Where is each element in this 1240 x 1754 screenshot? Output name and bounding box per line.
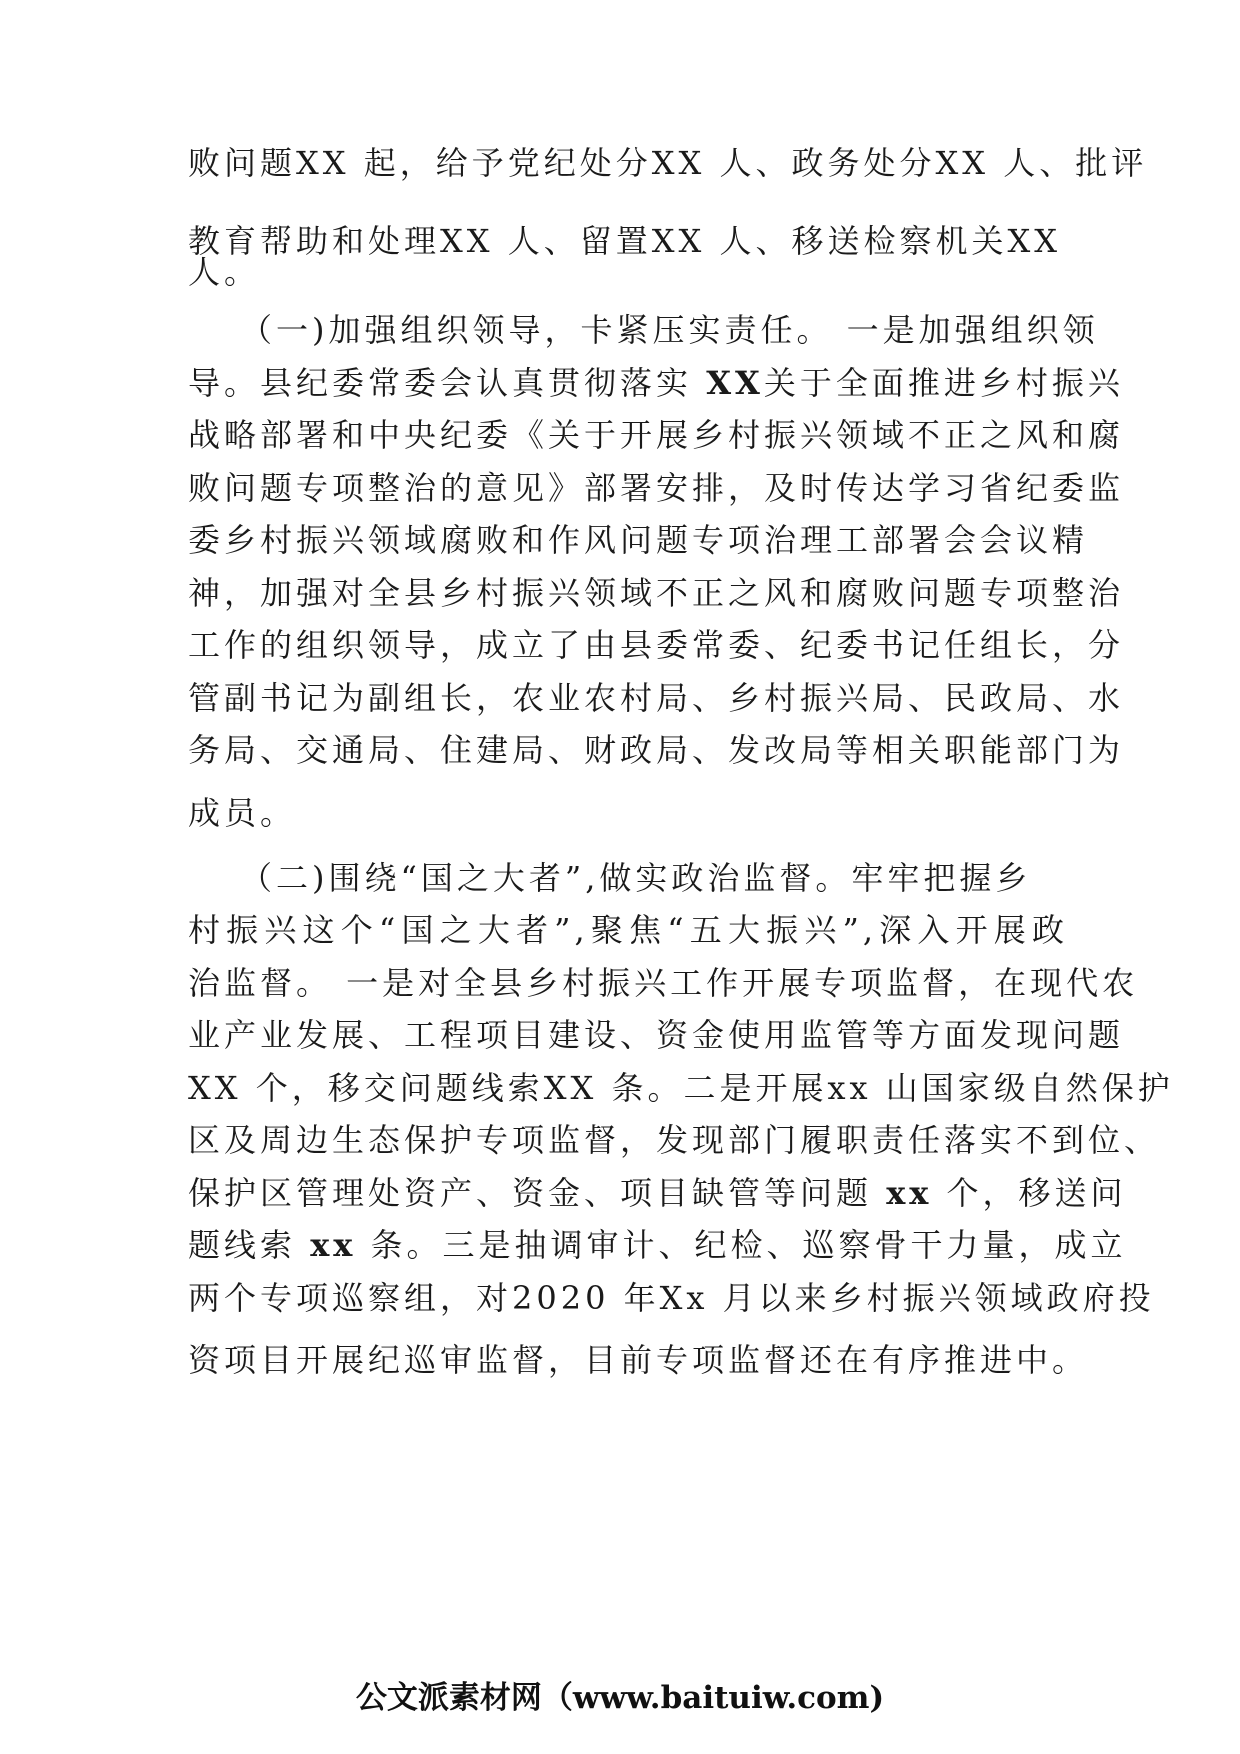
paragraph-line: XX 个，移交问题线索XX 条。二是开展xx 山国家级自然保护 — [188, 1069, 1174, 1107]
page-footer-watermark: 公文派素材网（www.baituiw.com) — [355, 1680, 885, 1716]
paragraph-line: 教育帮助和处理XX 人、留置XX 人、移送检察机关XX — [188, 222, 1062, 260]
paragraph-line: 资项目开展纪巡审监督，目前专项监督还在有序推进中。 — [188, 1341, 1089, 1379]
paragraph-line: （二)围绕“国之大者”,做实政治监督。牢牢把握乡 — [240, 859, 1032, 897]
paragraph-line: 治监督。 一是对全县乡村振兴工作开展专项监督，在现代农 — [188, 964, 1139, 1002]
paragraph-line: 工作的组织领导，成立了由县委常委、纪委书记任组长，分 — [188, 626, 1125, 664]
paragraph-line: 题线索 xx 条。三是抽调审计、纪检、巡察骨干力量，成立 — [188, 1226, 1127, 1264]
paragraph-line: 两个专项巡察组，对2020 年Xx 月以来乡村振兴领域政府投 — [188, 1279, 1155, 1317]
paragraph-line: 村振兴这个“国之大者”,聚焦“五大振兴”,深入开展政 — [188, 911, 1068, 949]
paragraph-line: 区及周边生态保护专项监督，发现部门履职责任落实不到位、 — [188, 1121, 1161, 1159]
paragraph-line: 保护区管理处资产、资金、项目缺管等问题 xx 个，移送问 — [188, 1174, 1127, 1212]
paragraph-line: 成员。 — [188, 794, 297, 832]
paragraph-line: 战略部署和中央纪委《关于开展乡村振兴领域不正之风和腐 — [188, 416, 1125, 454]
paragraph-line: （一)加强组织领导，卡紧压实责任。 一是加强组织领 — [240, 311, 1099, 349]
paragraph-line: 委乡村振兴领域腐败和作风问题专项治理工部署会会议精 — [188, 521, 1089, 559]
paragraph-line: 导。县纪委常委会认真贯彻落实 XX关于全面推进乡村振兴 — [188, 364, 1124, 402]
paragraph-line: 管副书记为副组长，农业农村局、乡村振兴局、民政局、水 — [188, 679, 1125, 717]
paragraph-line: 败问题XX 起，给予党纪处分XX 人、政务处分XX 人、批评 — [188, 144, 1148, 182]
paragraph-line: 业产业发展、工程项目建设、资金使用监管等方面发现问题 — [188, 1016, 1125, 1054]
paragraph-line: 务局、交通局、住建局、财政局、发改局等相关职能部门为 — [188, 731, 1125, 769]
paragraph-line: 神，加强对全县乡村振兴领域不正之风和腐败问题专项整治 — [188, 574, 1125, 612]
paragraph-line: 败问题专项整治的意见》部署安排，及时传达学习省纪委监 — [188, 469, 1125, 507]
paragraph-line: 人。 — [188, 253, 261, 291]
